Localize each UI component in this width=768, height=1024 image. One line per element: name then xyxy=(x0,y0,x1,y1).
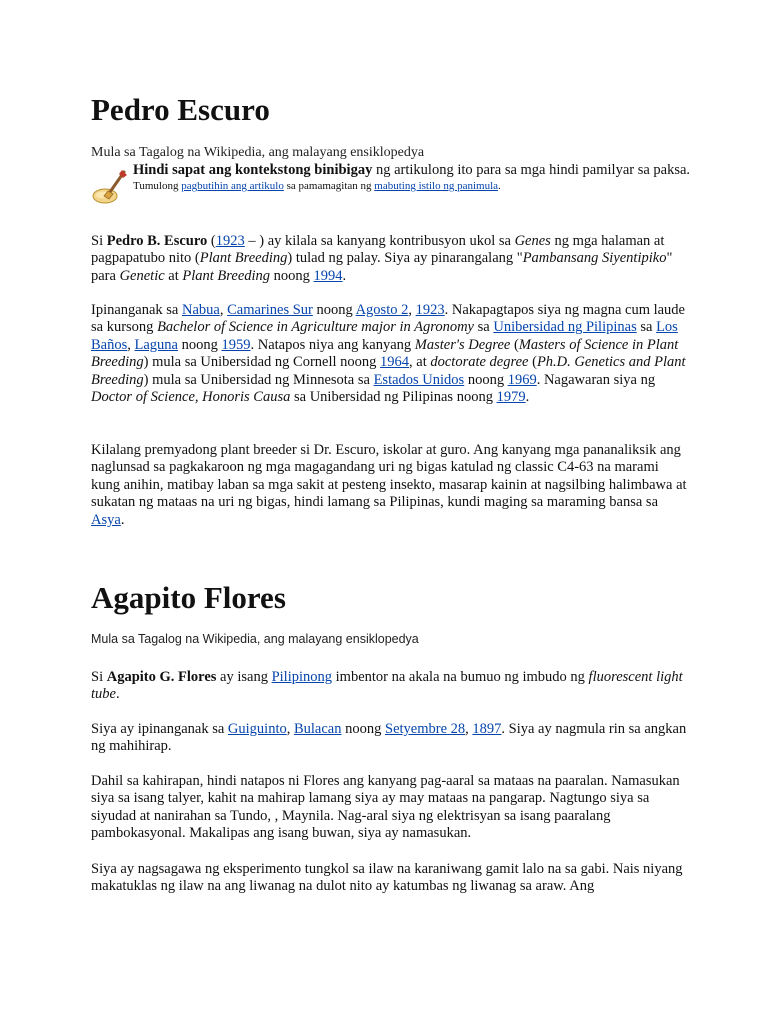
text: Ipinanganak sa xyxy=(91,302,182,318)
cleanup-brush-icon xyxy=(91,166,129,206)
subject-name: Pedro B. Escuro xyxy=(106,233,208,249)
text: sa xyxy=(636,319,657,336)
text: , at xyxy=(409,354,431,371)
text: . Nagawaran siya ng xyxy=(536,371,656,388)
improve-article-link[interactable]: pagbutihin ang artikulo xyxy=(181,180,284,192)
text: noong xyxy=(312,302,356,318)
text: , xyxy=(127,336,135,353)
text: – ) ay kilala sa kanyang kontribusyon ukol sa xyxy=(244,233,515,249)
nationality-link[interactable]: Pilipinong xyxy=(271,669,333,685)
text: , xyxy=(219,302,228,318)
text: Si xyxy=(91,233,107,249)
text: , xyxy=(286,721,294,737)
italic-term: Plant Breeding xyxy=(182,267,271,284)
year-link[interactable]: 1959 xyxy=(221,336,251,353)
paragraph-birth xyxy=(91,721,691,756)
text: , xyxy=(465,721,473,737)
notice-help-text: Tumulong xyxy=(133,180,182,192)
notice-bold: Hindi sapat ang kontekstong binibigay xyxy=(133,162,373,178)
year-link[interactable]: 1979 xyxy=(496,389,526,406)
date-link[interactable]: Setyembre 28 xyxy=(385,721,466,737)
text: . Siya ay nagmula rin sa angkan ng mahihirap. xyxy=(91,721,687,755)
text: ng mga halaman at pagpapatubo nito ( xyxy=(91,233,665,267)
text: . xyxy=(342,267,347,284)
place-link[interactable]: Guiguinto xyxy=(227,721,287,737)
text: ay isang xyxy=(216,669,272,685)
place-link[interactable]: Bulacan xyxy=(293,721,342,737)
university-link[interactable]: Unibersidad ng Pilipinas xyxy=(493,319,637,336)
place-link[interactable]: Camarines Sur xyxy=(227,302,313,318)
notice-help-text: sa pamamagitan ng xyxy=(283,180,375,192)
text: noong xyxy=(464,371,508,388)
place-link[interactable]: Nabua xyxy=(182,302,220,318)
text: ) mula sa Unibersidad ng Minnesota sa xyxy=(143,371,374,388)
italic-term: Pambansang Siyentipiko xyxy=(522,250,667,267)
italic-term: doctorate degree xyxy=(430,354,529,371)
good-intro-style-link[interactable]: mabuting istilo ng panimula xyxy=(374,180,499,192)
notice-help-text: . xyxy=(498,180,501,192)
text: . xyxy=(115,686,120,703)
italic-term: Genes xyxy=(514,233,551,249)
paragraph-education: Dahil sa kahirapan, hindi natapos ni Flores ang kanyang pag-aaral sa mataas na paaralan. Namasukan siya sa isang talyer, kahit na mahirap lamang siya ay may mataas na pangarap. Nagtungo siya sa siyudad at nanirahan sa Tundo, , Maynila. Nag-aral siya ng elektrisyan sa isang paaralang pambokasyonal. Makalipas ang isang buwan, siya ay namasukan. xyxy=(91,773,680,842)
notice-rest: ng artikulong ito para sa mga hindi pamilyar sa paksa. xyxy=(372,162,691,178)
text: ( xyxy=(510,336,519,353)
place-link[interactable]: Los Baños xyxy=(91,319,678,353)
subject-name: Agapito G. Flores xyxy=(106,669,217,685)
italic-term: Ph.D. Genetics and Plant Breeding xyxy=(91,354,686,388)
italic-term: Plant Breeding xyxy=(199,250,288,267)
paragraph-intro xyxy=(91,669,691,704)
italic-term: Master's Degree xyxy=(414,336,511,353)
paragraph-experiment: Siya ay nagsagawa ng eksperimento tungkol sa ilaw na karaniwang gamit lalo na sa gabi. Nais niyang makatuklas ng ilaw na ang liwanag na dulot nito ay katumbas ng liwanag sa araw. Ang xyxy=(91,861,683,895)
source-line: Mula sa Tagalog na Wikipedia, ang malayang ensiklopedya xyxy=(91,632,419,646)
text: noong xyxy=(177,336,222,353)
text: sa xyxy=(474,319,494,336)
italic-term: Masters of Science in Plant Breeding xyxy=(91,336,679,371)
italic-term: Bachelor of Science in Agriculture major in Agronomy xyxy=(157,319,474,336)
article-title-agapito: Agapito Flores xyxy=(91,580,286,615)
paragraph-achievements xyxy=(91,442,691,529)
text: ) mula sa Unibersidad ng Cornell noong xyxy=(143,354,381,371)
text: imbentor na akala na bumuo ng imbudo ng xyxy=(332,669,589,685)
source-line: Mula sa Tagalog na Wikipedia, ang malayang ensiklopedya xyxy=(91,145,425,160)
year-link[interactable]: 1923 xyxy=(215,233,245,249)
text: Siya ay ipinanganak sa xyxy=(91,721,228,737)
text: sa Unibersidad ng Pilipinas noong xyxy=(290,389,497,406)
italic-term: Doctor of Science, Honoris Causa xyxy=(91,389,291,406)
text: ( xyxy=(528,354,537,371)
date-link[interactable]: Agosto 2 xyxy=(355,302,409,318)
paragraph-intro xyxy=(91,233,691,285)
article-title xyxy=(91,92,691,128)
italic-term: Genetic xyxy=(119,267,165,284)
year-link[interactable]: 1897 xyxy=(472,721,502,737)
year-link[interactable]: 1994 xyxy=(313,267,343,284)
text: . Nakapagtapos siya ng magna cum laude sa kursong xyxy=(91,302,685,336)
article-title xyxy=(91,580,691,616)
notice-help xyxy=(133,179,691,193)
text: at xyxy=(164,267,183,284)
text: , xyxy=(408,302,416,318)
country-link[interactable]: Estados Unidos xyxy=(373,371,465,388)
year-link[interactable]: 1923 xyxy=(415,302,445,318)
context-notice xyxy=(91,162,691,193)
article-title-pedro: Pedro Escuro xyxy=(91,92,270,127)
text: Kilalang premyadong plant breeder si Dr. Escuro, iskolar at guro. Ang kanyang mga pananaliksik ang naglunsad sa pagkakaroon ng mga magagandang uri ng bigas katulad ng classic C4-63 na marami kung anihin, matibay laban sa mga sakit at pesteng insekto, masarap kainin at nagsilbing halimbawa at sukatan ng mataas na uri ng bigas, hindi lamang sa Pilipinas, kundi maging sa maraming bansa sa xyxy=(91,442,687,511)
notice-message xyxy=(133,162,691,179)
text: noong xyxy=(270,267,314,284)
year-link[interactable]: 1964 xyxy=(380,354,410,371)
paragraph-biography xyxy=(91,302,691,406)
text: noong xyxy=(341,721,385,737)
text: . xyxy=(120,511,125,528)
text: ( xyxy=(207,233,216,249)
year-link[interactable]: 1969 xyxy=(507,371,537,388)
place-link[interactable]: Laguna xyxy=(134,336,178,353)
italic-term: fluorescent light tube xyxy=(91,669,683,703)
text: " para xyxy=(91,250,673,284)
text: Si xyxy=(91,669,107,685)
text: ) tulad ng palay. Siya ay pinarangalang " xyxy=(287,250,523,267)
place-link[interactable]: Asya xyxy=(91,511,121,528)
text: . xyxy=(525,389,530,406)
text: . Natapos niya ang kanyang xyxy=(250,336,415,353)
